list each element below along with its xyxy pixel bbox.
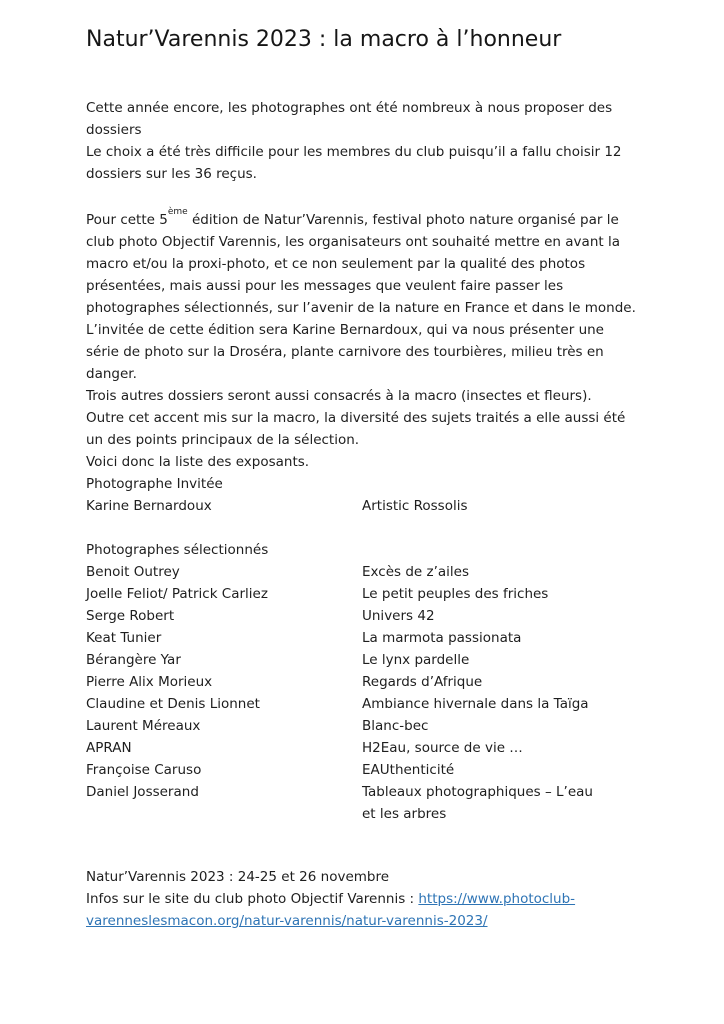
photographer-name: Serge Robert: [86, 608, 175, 624]
photographer-name: APRAN: [86, 740, 132, 756]
paragraph-line: photographes sélectionnés, sur l’avenir de la nature en France et dans le monde.: [86, 300, 636, 316]
website-link-line1[interactable]: https://www.photoclub-: [418, 891, 576, 907]
paragraph-line: Voici donc la liste des exposants.: [86, 454, 310, 470]
exhibit-title: Le petit peuples des friches: [362, 586, 549, 602]
exhibitor-row: [86, 781, 593, 825]
exhibitor-row: [86, 627, 593, 649]
exhibit-title: [362, 781, 593, 825]
guest-photographer-name: Karine Bernardoux: [86, 498, 212, 514]
paragraph-line: dossiers: [86, 122, 142, 138]
photographer-name: Françoise Caruso: [86, 762, 202, 778]
exhibit-title: La marmota passionata: [362, 630, 522, 646]
website-link-line2[interactable]: varenneslesmacon.org/natur-varennis/natur-varennis-2023/: [86, 913, 488, 929]
exhibit-title: Univers 42: [362, 608, 435, 624]
exhibit-title-line1: Tableaux photographiques – L’eau: [362, 784, 593, 800]
paragraph-line: [86, 209, 636, 231]
exhibitor-row: [86, 649, 593, 671]
exhibitor-row: [86, 671, 593, 693]
exhibitor-row: [86, 759, 593, 781]
exhibit-title: EAUthenticité: [362, 762, 455, 778]
exhibitor-row: [86, 715, 593, 737]
guest-row: [86, 495, 636, 517]
paragraph-line: Cette année encore, les photographes ont été nombreux à nous proposer des: [86, 100, 613, 116]
paragraph-line: présentées, mais aussi pour les messages que veulent faire passer les: [86, 278, 564, 294]
page-title: Natur’Varennis 2023 : la macro à l’honneur: [86, 27, 562, 52]
exhibitor-row: [86, 693, 593, 715]
exhibitor-row: [86, 605, 593, 627]
paragraph-line: club photo Objectif Varennis, les organisateurs ont souhaité mettre en avant la: [86, 234, 620, 250]
festival-dates: Natur’Varennis 2023 : 24-25 et 26 novembre: [86, 869, 390, 885]
photographer-name: Pierre Alix Morieux: [86, 674, 213, 690]
ordinal-superscript: ème: [167, 207, 188, 218]
info-line: [86, 888, 575, 932]
photographer-name: Laurent Méreaux: [86, 718, 201, 734]
exhibit-title: Blanc-bec: [362, 718, 429, 734]
edition-text-rest: édition de Natur’Varennis, festival photo nature organisé par le: [187, 212, 619, 228]
paragraph-line: Outre cet accent mis sur la macro, la diversité des sujets traités a elle aussi été: [86, 410, 626, 426]
paragraph-line: Trois autres dossiers seront aussi consacrés à la macro (insectes et fleurs).: [86, 388, 592, 404]
guest-heading: Photographe Invitée: [86, 476, 223, 492]
paragraph-line: un des points principaux de la sélection.: [86, 432, 360, 448]
selected-photographers-section: [86, 539, 593, 825]
paragraph-line: Le choix a été très difficile pour les membres du club puisqu’il a fallu choisir 12: [86, 144, 622, 160]
photographer-name: Claudine et Denis Lionnet: [86, 696, 260, 712]
intro-paragraph: [86, 97, 622, 185]
footer: [86, 866, 575, 932]
paragraph-line: L’invitée de cette édition sera Karine Bernardoux, qui va nous présenter une: [86, 322, 604, 338]
photographer-name: Keat Tunier: [86, 630, 162, 646]
selected-heading: Photographes sélectionnés: [86, 542, 269, 558]
guest-exhibit-title: Artistic Rossolis: [362, 498, 468, 514]
paragraph-line: danger.: [86, 366, 137, 382]
exhibit-title: Ambiance hivernale dans la Taïga: [362, 696, 589, 712]
exhibit-title: Excès de z’ailes: [362, 564, 469, 580]
photographer-name: Bérangère Yar: [86, 652, 181, 668]
photographer-name: Daniel Josserand: [86, 784, 199, 800]
info-prefix: Infos sur le site du club photo Objectif Varennis :: [86, 891, 419, 907]
exhibit-title: Regards d’Afrique: [362, 674, 483, 690]
exhibit-title: Le lynx pardelle: [362, 652, 470, 668]
photographer-name: Benoit Outrey: [86, 564, 180, 580]
edition-text: Pour cette 5: [86, 212, 168, 228]
exhibit-title-line2: et les arbres: [362, 806, 447, 822]
photographer-name: Joelle Feliot/ Patrick Carliez: [86, 586, 268, 602]
exhibitor-row: [86, 737, 593, 759]
exhibit-title: H2Eau, source de vie …: [362, 740, 523, 756]
exhibitor-row: [86, 583, 593, 605]
paragraph-line: série de photo sur la Droséra, plante carnivore des tourbières, milieu très en: [86, 344, 604, 360]
exhibitor-row: [86, 561, 593, 583]
paragraph-line: dossiers sur les 36 reçus.: [86, 166, 257, 182]
main-paragraph: [86, 209, 636, 517]
paragraph-line: macro et/ou la proxi-photo, et ce non seulement par la qualité des photos: [86, 256, 586, 272]
